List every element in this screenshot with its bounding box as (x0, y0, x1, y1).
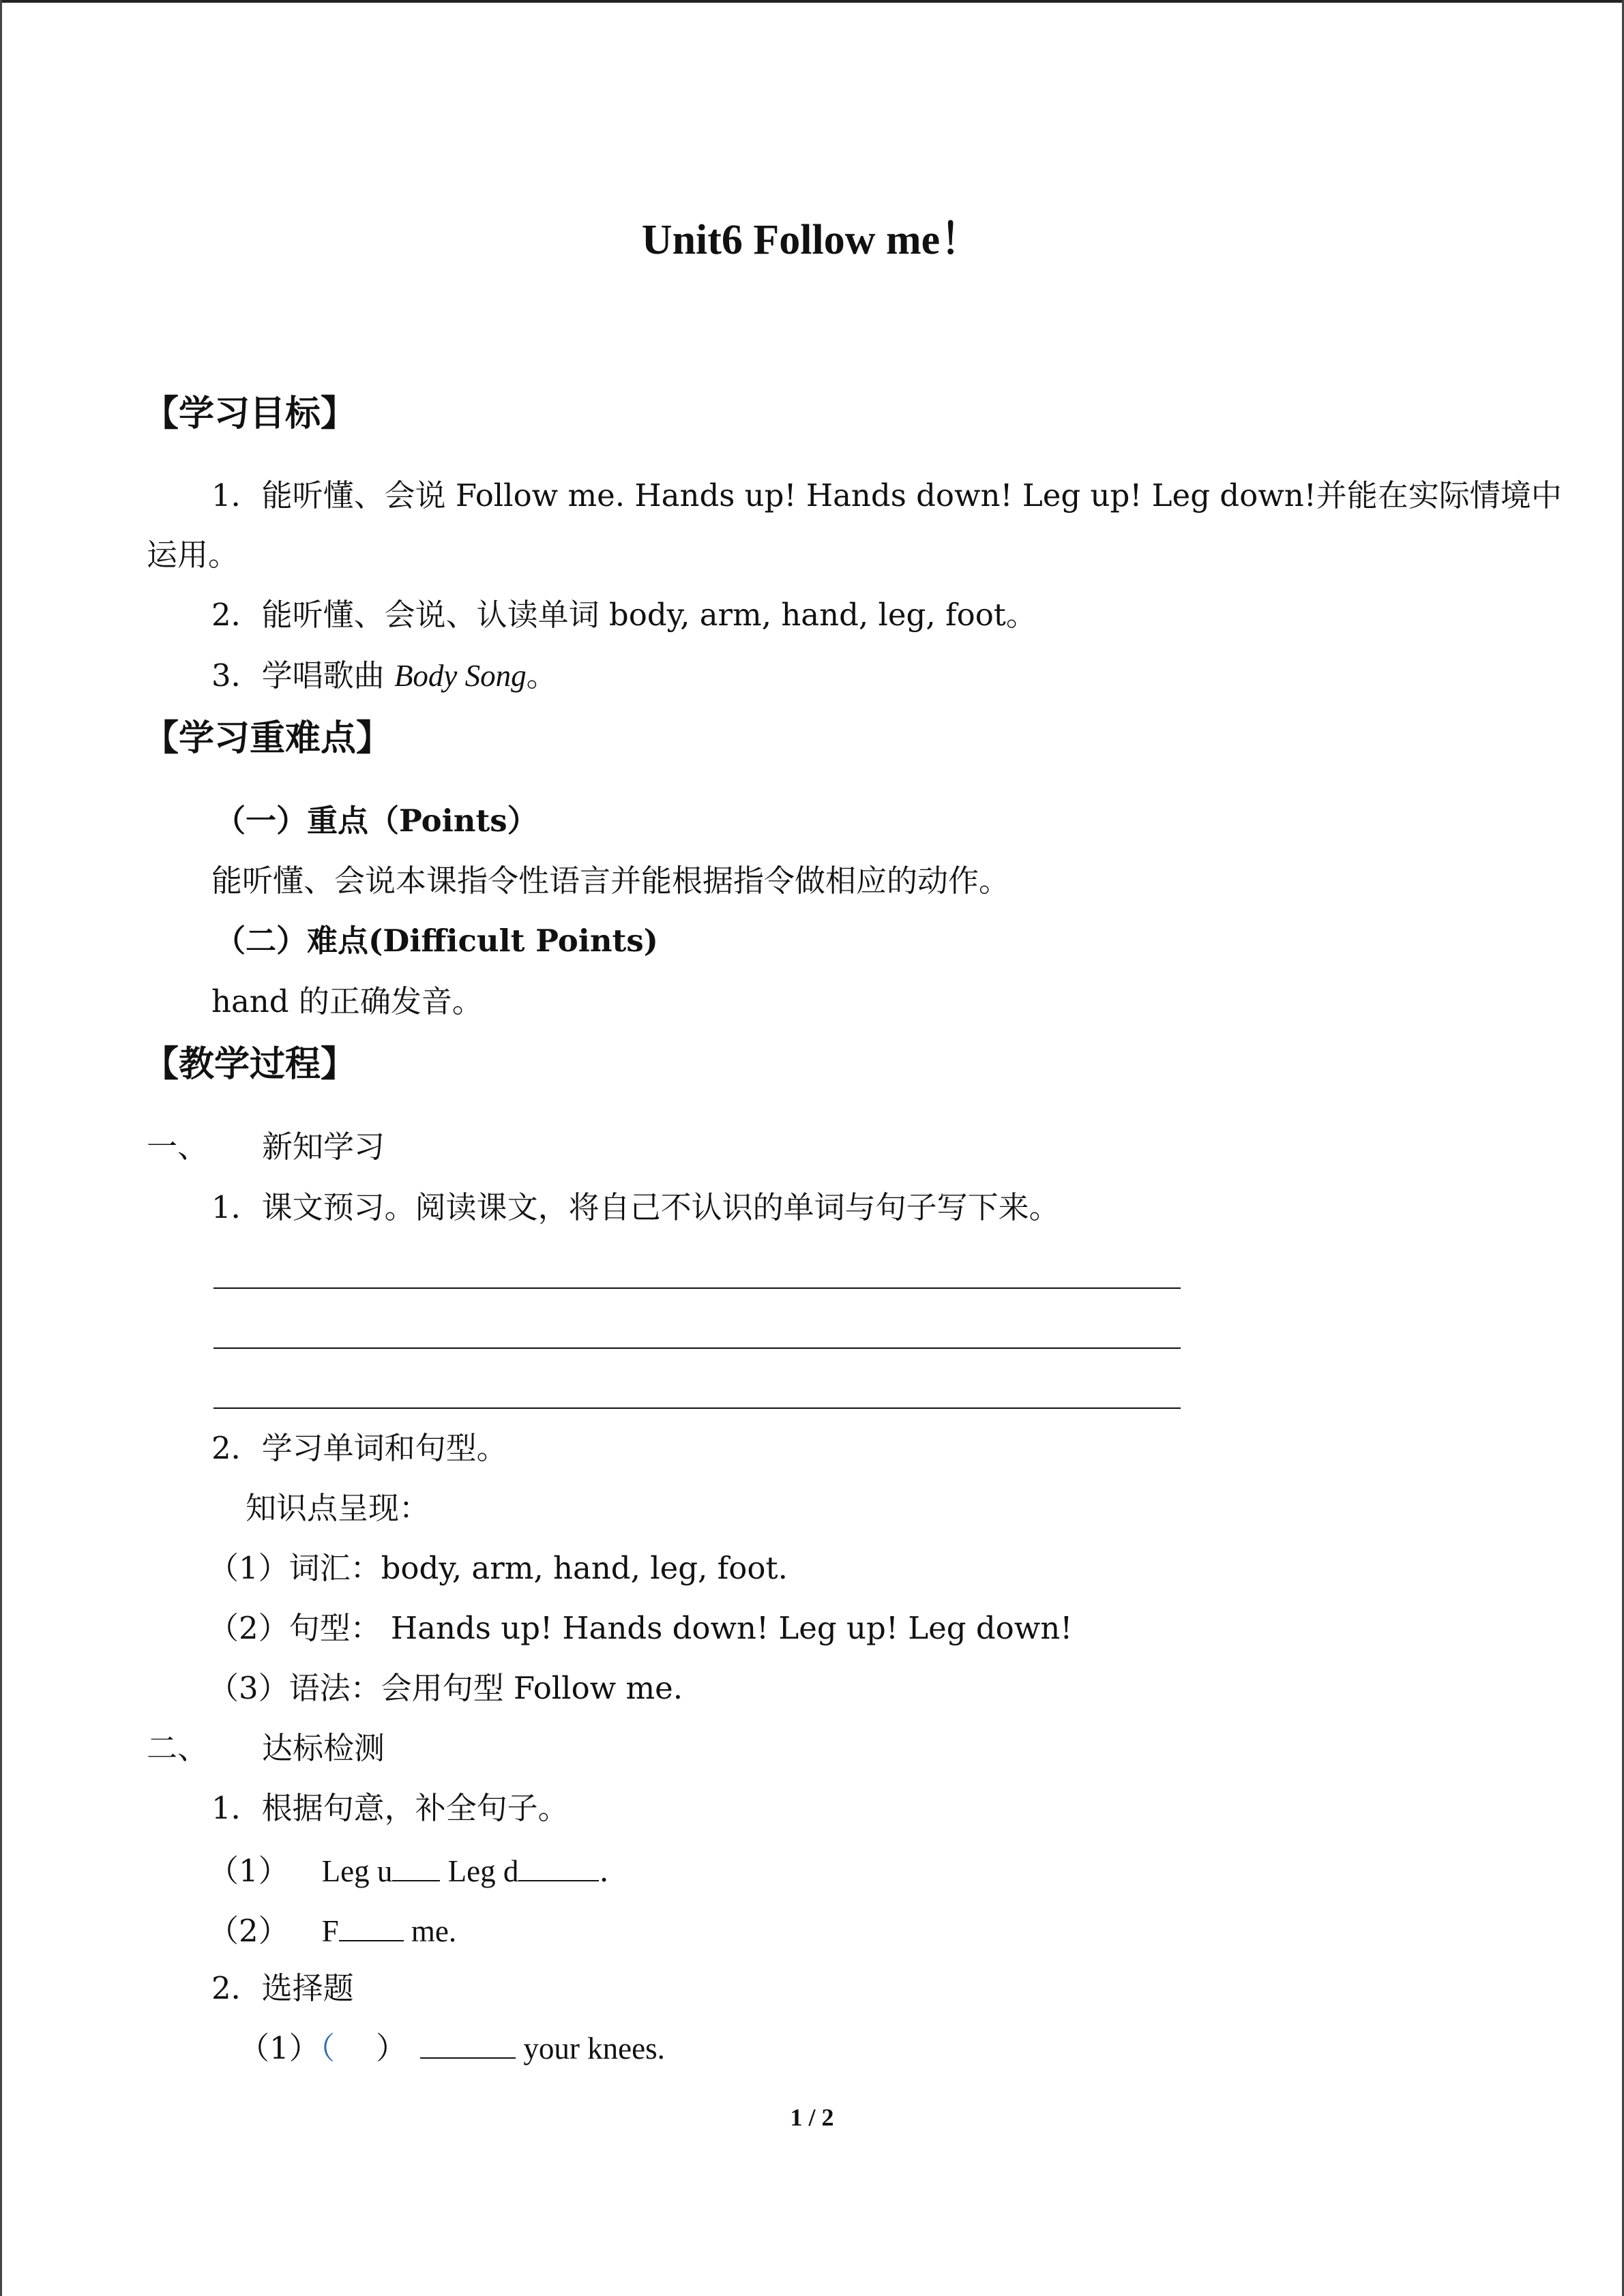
question-1-blank-2[interactable] (518, 1853, 599, 1881)
answer-line-2 (213, 1347, 1181, 1349)
task-1: 1．根据句意，补全句子。 (211, 1790, 569, 1826)
goal-item-3-prefix: 3．学唱歌曲 (211, 657, 394, 694)
goal-item-2: 2．能听懂、会说、认读单词 body, arm, hand, leg, foot。 (211, 597, 1037, 633)
choice-1-text: your knees. (516, 2031, 665, 2066)
song-title: Body Song (394, 659, 527, 693)
goals-heading: 【学习目标】 (143, 393, 357, 434)
section-2-number: 二、 (147, 1730, 209, 1766)
answer-line-3 (213, 1407, 1181, 1409)
page-top-border (0, 0, 1624, 3)
grammar-line: （3）语法：会用句型 Follow me. (208, 1670, 683, 1706)
knowledge-label: 知识点呈现： (246, 1490, 430, 1526)
points-label: （一）重点（Points） (215, 803, 538, 839)
question-1-text-b: Leg d (440, 1854, 519, 1888)
question-1-blank-1[interactable] (392, 1853, 440, 1881)
goal-item-1-line-2: 运用。 (147, 537, 239, 573)
question-2-text-a: F (321, 1914, 339, 1948)
choice-1-blank[interactable] (420, 2030, 516, 2059)
task-2: 2．选择题 (211, 1970, 354, 2006)
points-text: 能听懂、会说本课指令性语言并能根据指令做相应的动作。 (211, 863, 1010, 899)
question-1-end: . (599, 1853, 609, 1889)
question-2-number: （2） (208, 1913, 289, 1949)
question-1-text-a: Leg u (321, 1854, 393, 1888)
question-2-end: me. (403, 1914, 457, 1948)
choice-question-1 (239, 2028, 665, 2069)
sentence-pattern-line: （2）句型： Hands up! Hands down! Leg up! Leg down! (208, 1610, 1073, 1646)
goal-item-1-line-1: 1．能听懂、会说 Follow me. Hands up! Hands down! Leg up! Leg down!并能在实际情境中 (211, 477, 1562, 513)
goal-item-3 (211, 655, 557, 696)
page-number: 1 / 2 (790, 2104, 834, 2131)
question-2-blank[interactable] (339, 1913, 404, 1941)
step-2: 2．学习单词和句型。 (211, 1430, 507, 1466)
section-2-title: 达标检测 (262, 1730, 385, 1766)
section-1-number: 一、 (147, 1129, 209, 1165)
goal-item-3-suffix: 。 (526, 657, 557, 694)
difficult-points-label: （二）难点(Difficult Points) (215, 923, 658, 959)
page-left-border (0, 0, 2, 2296)
choice-1-open-paren: （ (319, 2030, 336, 2066)
section-1-title: 新知学习 (262, 1129, 385, 1165)
choice-1-close-paren: ） (376, 2030, 407, 2066)
choice-1-number: （1） (239, 2030, 320, 2066)
question-1 (208, 1851, 609, 1892)
step-1: 1．课文预习。阅读课文，将自己不认识的单词与句子写下来。 (211, 1189, 1060, 1225)
question-1-number: （1） (208, 1853, 289, 1889)
difficult-points-text: hand 的正确发音。 (211, 983, 483, 1019)
process-heading: 【教学过程】 (143, 1043, 357, 1085)
answer-line-1 (213, 1287, 1181, 1289)
page-title: Unit6 Follow me！ (641, 217, 983, 263)
question-2 (208, 1911, 456, 1952)
key-points-heading: 【学习重难点】 (143, 717, 392, 759)
vocabulary-line: （1）词汇：body, arm, hand, leg, foot. (208, 1550, 788, 1586)
